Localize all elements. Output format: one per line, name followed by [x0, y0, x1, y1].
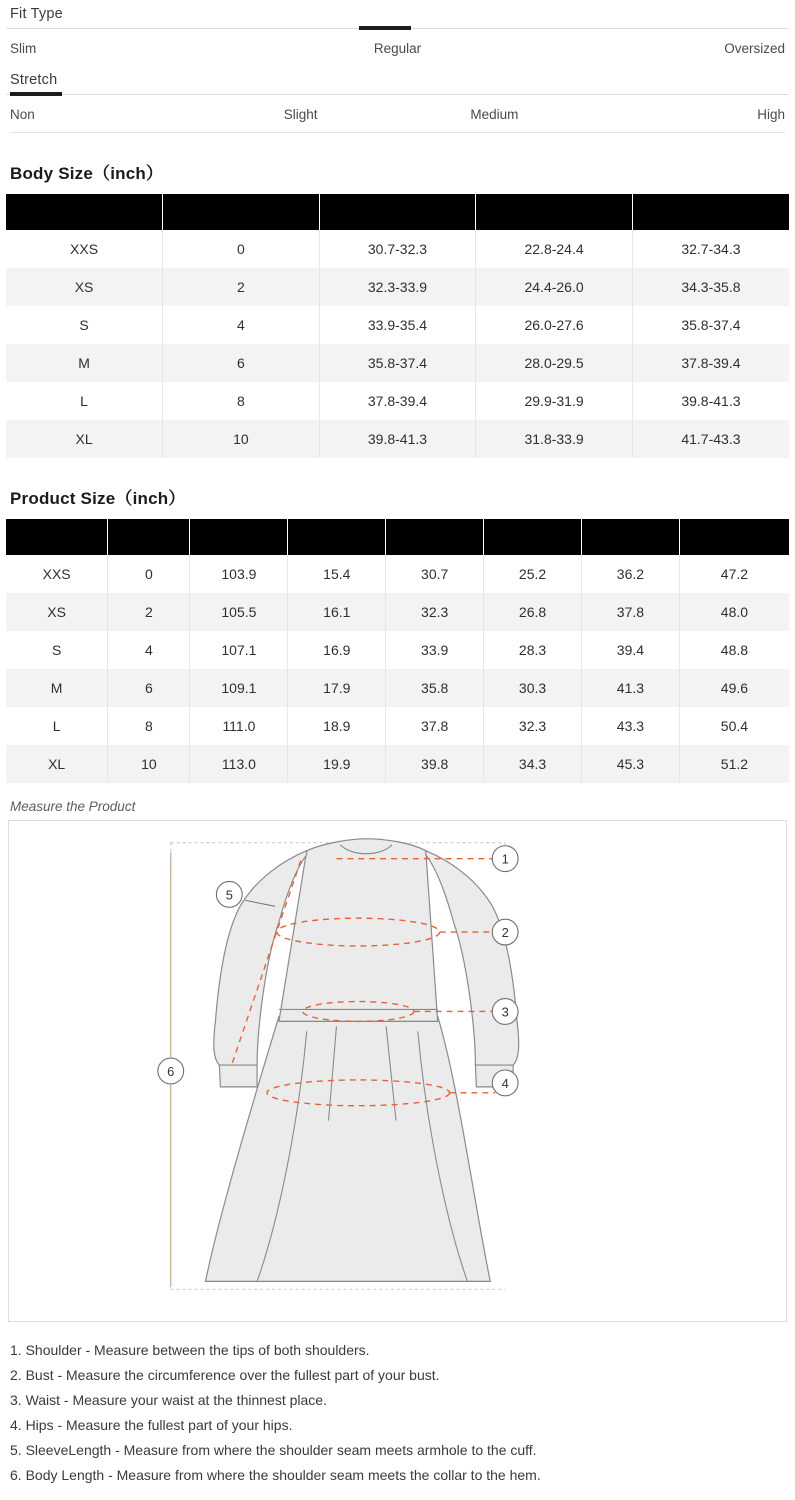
- dress-shape: [205, 839, 518, 1282]
- cell: 34.3: [484, 745, 582, 783]
- cell: XS: [6, 268, 163, 306]
- cell: 8: [163, 382, 320, 420]
- cell: 35.8: [386, 669, 484, 707]
- callout-4-label: 4: [501, 1075, 509, 1091]
- cell: 39.4: [581, 631, 679, 669]
- cell: L: [6, 382, 163, 420]
- cell: 43.3: [581, 707, 679, 745]
- cell: 51.2: [720, 756, 749, 772]
- cell: 30.7: [386, 555, 484, 593]
- cell: 111.0: [190, 707, 288, 745]
- cell: 26.8: [484, 593, 582, 631]
- stretch-labels: [6, 99, 789, 132]
- cell: 30.7-32.3: [319, 230, 476, 268]
- cell: XL: [6, 745, 108, 783]
- note-item: 6. Body Length - Measure from where the shoulder seam meets the collar to the hem.: [10, 1467, 541, 1483]
- stretch-option-medium[interactable]: Medium: [470, 107, 519, 122]
- cell: 34.3-35.8: [681, 279, 741, 295]
- note-item: 3. Waist - Measure your waist at the thinnest place.: [10, 1392, 327, 1408]
- product-size-table: [6, 519, 789, 783]
- cell: 109.1: [190, 669, 288, 707]
- cell: 32.3: [484, 707, 582, 745]
- cell: 19.9: [288, 745, 386, 783]
- cell: XXS: [6, 555, 108, 593]
- body-size-header-3: [476, 194, 633, 230]
- cell: 0: [108, 555, 190, 593]
- cell: 103.9: [190, 555, 288, 593]
- cell: 49.6: [720, 680, 749, 696]
- stretch-scale-bar[interactable]: [6, 94, 789, 99]
- body-size-header-4: [632, 194, 789, 230]
- cell: 47.2: [720, 566, 749, 582]
- fit-type-option-oversized[interactable]: Oversized: [724, 41, 785, 56]
- fit-type-scale-bar[interactable]: [6, 28, 789, 33]
- stretch-block: [6, 66, 789, 132]
- cell: M: [6, 344, 163, 382]
- callout-6-label: 6: [167, 1063, 175, 1079]
- cell: 39.8: [386, 745, 484, 783]
- fit-type-option-slim[interactable]: Slim: [10, 41, 37, 56]
- cell: 37.8-39.4: [319, 382, 476, 420]
- cell: 37.8: [581, 593, 679, 631]
- cell: S: [6, 631, 108, 669]
- cell: 33.9-35.4: [319, 306, 476, 344]
- cell: 2: [163, 268, 320, 306]
- stretch-marker: [10, 92, 62, 96]
- cell: 4: [108, 631, 190, 669]
- product-size-header-1: [108, 519, 190, 555]
- table-row: [6, 382, 789, 420]
- cell: 37.8: [386, 707, 484, 745]
- cell: 113.0: [190, 745, 288, 783]
- cell: 0: [163, 230, 320, 268]
- cell: M: [6, 669, 108, 707]
- product-size-header-0: [6, 519, 108, 555]
- fit-type-labels: [6, 33, 789, 66]
- body-size-header-1: [163, 194, 320, 230]
- callout-5-label: 5: [225, 887, 233, 903]
- cell: 35.8-37.4: [681, 317, 741, 333]
- cell: 107.1: [190, 631, 288, 669]
- cell: 39.8-41.3: [681, 393, 741, 409]
- table-row: [6, 344, 789, 382]
- section-divider: [10, 132, 785, 133]
- body-size-header-0: [6, 194, 163, 230]
- callout-3-label: 3: [501, 1004, 509, 1020]
- table-row: [6, 268, 789, 306]
- cell: 37.8-39.4: [681, 355, 741, 371]
- cell: 10: [108, 745, 190, 783]
- callout-2-label: 2: [501, 925, 509, 941]
- cell: 4: [163, 306, 320, 344]
- cell: 28.0-29.5: [476, 344, 633, 382]
- fit-type-marker: [359, 26, 411, 30]
- stretch-title: Stretch: [10, 72, 58, 88]
- table-header-row: [6, 194, 789, 230]
- cell: XS: [6, 593, 108, 631]
- stretch-option-non[interactable]: Non: [10, 107, 35, 122]
- cell: 41.7-43.3: [681, 431, 741, 447]
- cell: 16.9: [288, 631, 386, 669]
- product-size-title: Product Size（inch）: [10, 489, 186, 508]
- body-size-header-2: [319, 194, 476, 230]
- cell: 48.8: [720, 642, 749, 658]
- cell: 18.9: [288, 707, 386, 745]
- table-row: [6, 306, 789, 344]
- product-size-header-5: [484, 519, 582, 555]
- note-item: 4. Hips - Measure the fullest part of your hips.: [10, 1417, 293, 1433]
- cell: 33.9: [386, 631, 484, 669]
- cell: L: [6, 707, 108, 745]
- table-row: [6, 593, 789, 631]
- body-size-table: [6, 194, 789, 458]
- cell: 35.8-37.4: [319, 344, 476, 382]
- cell: 10: [163, 420, 320, 458]
- measure-caption: Measure the Product: [10, 799, 136, 814]
- body-size-title: Body Size（inch）: [10, 164, 164, 183]
- cell: 25.2: [484, 555, 582, 593]
- cell: 2: [108, 593, 190, 631]
- product-size-header-2: [190, 519, 288, 555]
- table-row: [6, 230, 789, 268]
- callout-1-label: 1: [501, 851, 509, 867]
- product-size-header-7: [679, 519, 789, 555]
- fit-type-block: [6, 0, 789, 66]
- cell: 30.3: [484, 669, 582, 707]
- table-row: [6, 555, 789, 593]
- cell: 6: [108, 669, 190, 707]
- table-row: [6, 420, 789, 458]
- cell: 31.8-33.9: [476, 420, 633, 458]
- table-header-row: [6, 519, 789, 555]
- cell: 28.3: [484, 631, 582, 669]
- fit-type-title: Fit Type: [10, 6, 63, 22]
- garment-illustration: [9, 821, 786, 1321]
- cell: 16.1: [288, 593, 386, 631]
- fit-type-option-regular[interactable]: Regular: [373, 41, 422, 56]
- cell: 24.4-26.0: [476, 268, 633, 306]
- cell: 36.2: [581, 555, 679, 593]
- cell: 39.8-41.3: [319, 420, 476, 458]
- product-size-header-4: [386, 519, 484, 555]
- cell: 32.7-34.3: [681, 241, 741, 257]
- table-row: [6, 745, 789, 783]
- cell: XL: [6, 420, 163, 458]
- cell: 32.3: [386, 593, 484, 631]
- stretch-option-high[interactable]: High: [757, 107, 785, 122]
- cell: 48.0: [720, 604, 749, 620]
- product-size-header-3: [288, 519, 386, 555]
- note-item: 1. Shoulder - Measure between the tips of both shoulders.: [10, 1342, 370, 1358]
- cell: 15.4: [288, 555, 386, 593]
- table-row: [6, 631, 789, 669]
- cell: 105.5: [190, 593, 288, 631]
- cell: 50.4: [720, 718, 749, 734]
- stretch-option-slight[interactable]: Slight: [283, 107, 318, 122]
- cell: 22.8-24.4: [476, 230, 633, 268]
- cell: 26.0-27.6: [476, 306, 633, 344]
- note-item: 5. SleeveLength - Measure from where the shoulder seam meets armhole to the cuff.: [10, 1442, 537, 1458]
- measurement-diagram: [8, 820, 787, 1322]
- cell: 17.9: [288, 669, 386, 707]
- cell: 29.9-31.9: [476, 382, 633, 420]
- cell: 8: [108, 707, 190, 745]
- measurement-notes: [10, 1338, 785, 1488]
- product-size-header-6: [581, 519, 679, 555]
- cell: 6: [163, 344, 320, 382]
- cell: 41.3: [581, 669, 679, 707]
- table-row: [6, 669, 789, 707]
- cell: S: [6, 306, 163, 344]
- note-item: 2. Bust - Measure the circumference over the fullest part of your bust.: [10, 1367, 440, 1383]
- cell: 32.3-33.9: [319, 268, 476, 306]
- cell: XXS: [6, 230, 163, 268]
- table-row: [6, 707, 789, 745]
- cell: 45.3: [581, 745, 679, 783]
